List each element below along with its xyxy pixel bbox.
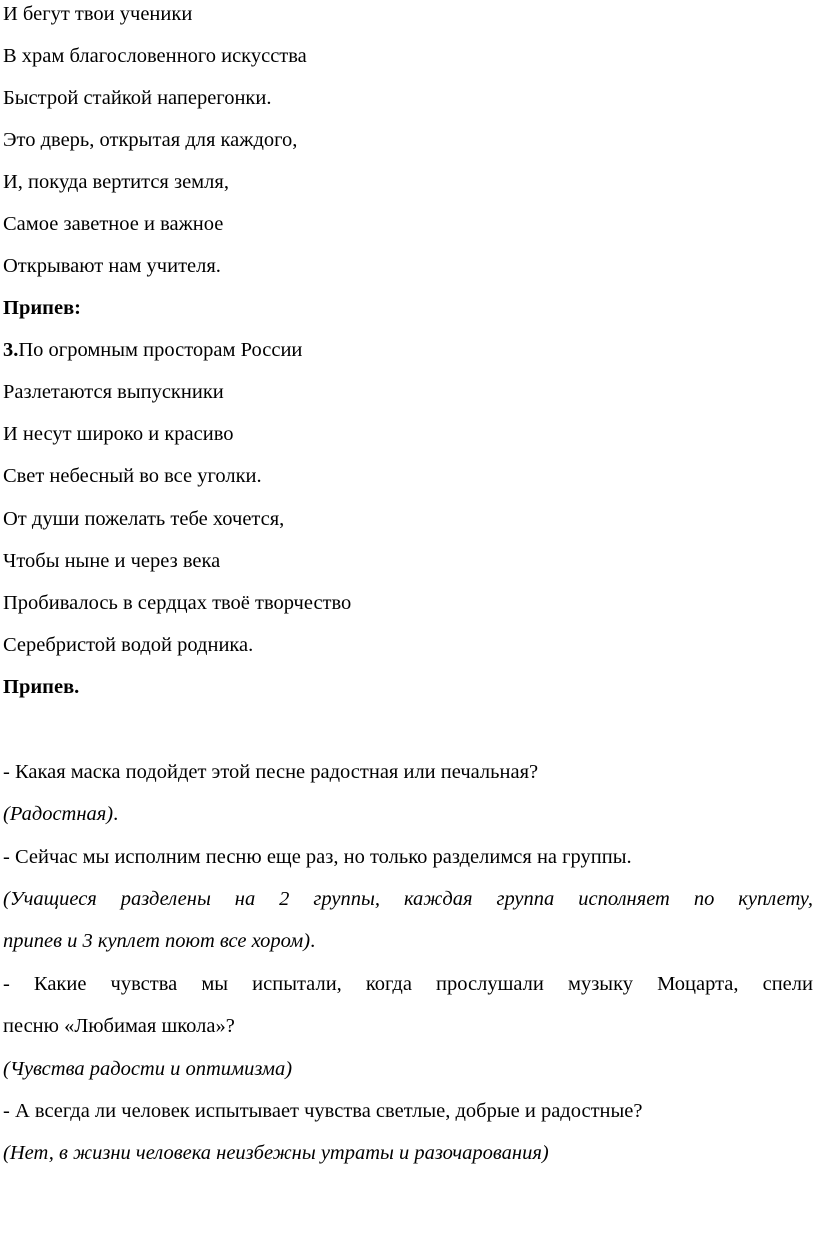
verse-number: 3. — [3, 339, 19, 361]
answer-text: припев и 3 куплет поют все хором) — [3, 930, 311, 952]
answer-tail: . — [113, 803, 119, 825]
question-line: - Какая маска подойдет этой песне радостная или печальная? — [3, 761, 539, 783]
poem-line: И несут широко и красиво — [3, 423, 234, 445]
answer-line — [3, 800, 813, 828]
refrain-label: Припев: — [3, 297, 81, 319]
question-line: - Сейчас мы исполним песню еще раз, но только разделимся на группы. — [3, 846, 632, 868]
answer-line: (Нет, в жизни человека неизбежны утраты и разочарования) — [3, 1142, 549, 1164]
poem-line: Серебристой водой родника. — [3, 634, 254, 656]
answer-line: (Чувства радости и оптимизма) — [3, 1058, 293, 1080]
answer-line: (Учащиеся разделены на 2 группы, каждая группа исполняет по куплету, — [3, 888, 813, 910]
question-line: - Какие чувства мы испытали, когда прослушали музыку Моцарта, спели — [3, 973, 813, 995]
poem-line: Свет небесный во все уголки. — [3, 465, 262, 487]
poem-line: По огромным просторам России — [18, 339, 303, 361]
question-line: - А всегда ли человек испытывает чувства светлые, добрые и радостные? — [3, 1100, 643, 1122]
poem-line: Это дверь, открытая для каждого, — [3, 129, 298, 151]
poem-line: Открывают нам учителя. — [3, 255, 221, 277]
poem-line: Разлетаются выпускники — [3, 381, 224, 403]
poem-line: И, покуда вертится земля, — [3, 171, 229, 193]
refrain-label: Припев. — [3, 676, 80, 698]
question-line: песню «Любимая школа»? — [3, 1015, 235, 1037]
poem-line: В храм благословенного искусства — [3, 45, 307, 67]
poem-line: Чтобы ныне и через века — [3, 550, 221, 572]
poem-line: Пробивалось в сердцах твоё творчество — [3, 592, 352, 614]
verse3-first-line — [3, 336, 813, 364]
poem-line: И бегут твои ученики — [3, 3, 193, 25]
poem-line: Самое заветное и важное — [3, 213, 224, 235]
poem-line: От души пожелать тебе хочется, — [3, 508, 285, 530]
answer-tail: . — [310, 930, 316, 952]
poem-line: Быстрой стайкой наперегонки. — [3, 87, 272, 109]
answer-line — [3, 927, 813, 955]
answer-text: (Радостная) — [3, 803, 114, 825]
